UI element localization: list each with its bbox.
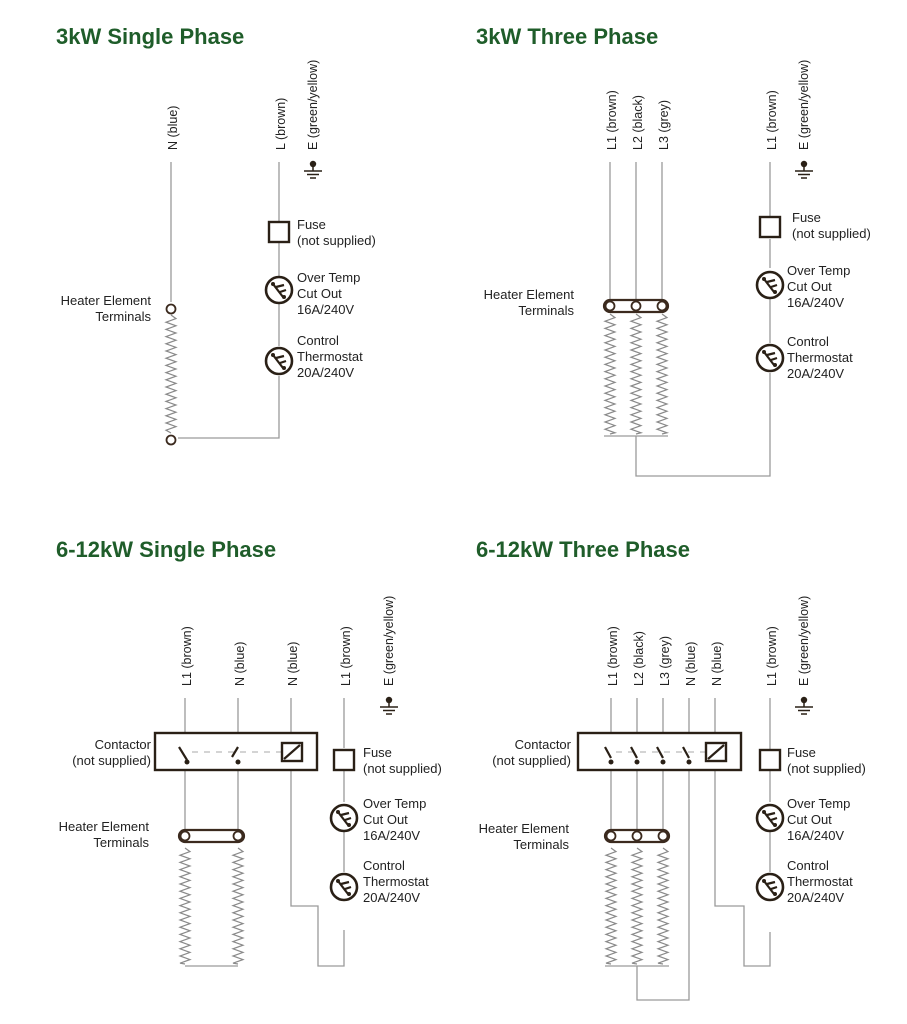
wire-label-l: L (brown) [274,97,288,150]
label-line: 16A/240V [787,828,845,843]
thermostat-label [297,333,363,380]
label-line: (not supplied) [72,753,151,768]
label-line: Over Temp [787,263,851,278]
wire-label-l3: L3 (grey) [658,635,672,686]
label-line: 20A/240V [787,890,845,905]
heater-terminals-label [59,819,150,850]
diagram-title: 6-12kW Single Phase [56,537,277,562]
heater-terminals-label [484,287,575,318]
heater-coil [606,848,616,964]
heater-terminal [632,302,641,311]
wires-to-contactor [611,698,715,733]
label-line: (not supplied) [787,761,866,776]
over-temp-cutout-icon [757,272,783,298]
heater-coil [166,315,176,433]
label-line: 20A/240V [787,366,845,381]
label-line: Over Temp [787,796,851,811]
heater-coil [233,848,243,964]
wire-label-l2: L2 (black) [631,95,645,150]
heater-terminal [167,436,176,445]
label-line: Contactor [94,737,151,752]
over-temp-cutout-icon [266,277,292,303]
wires-contactor-to-heater [611,770,663,832]
contact-dot [635,760,640,765]
heater-coil [657,314,667,434]
diagram-6-12kw-single-phase [56,537,442,966]
fuse-box [334,750,354,770]
label-line: Heater Element [60,293,151,308]
wire-label-n-coil: N (blue) [286,641,300,686]
fuse-label [787,745,866,776]
heater-coil [605,314,615,434]
heater-coil [658,848,668,964]
contact-dot [236,760,241,765]
label-line: Cut Out [363,812,408,827]
heater-terminal [658,302,667,311]
wire-label-e: E (green/yellow) [306,59,320,150]
wire-l [178,162,279,438]
diagram-title: 3kW Three Phase [476,24,659,49]
fuse-label [792,210,871,241]
label-line: Terminals [513,837,569,852]
label-line: Contactor [514,737,571,752]
wire-label-l1-supply: L1 (brown) [765,90,779,150]
heater-terminals-label [479,821,570,852]
label-line: 16A/240V [787,295,845,310]
contact-dot [661,760,666,765]
over-temp-label [297,270,360,317]
fuse-label [363,745,442,776]
wire-label-l1-supply: L1 (brown) [765,626,779,686]
heater-coil [180,848,190,964]
label-line: Heater Element [478,821,569,836]
label-line: Fuse [363,745,392,760]
heater-terminal [606,302,615,311]
wires-l1-l2-l3 [610,162,662,300]
label-line: Control [787,334,829,349]
wire-label-e: E (green/yellow) [797,59,811,150]
label-line: Cut Out [787,812,832,827]
label-line: Control [297,333,339,348]
label-line: 16A/240V [297,302,355,317]
diagram-3kw-single-phase [56,24,376,445]
label-line: Thermostat [363,874,429,889]
contactor-coil-slash [284,745,300,759]
label-line: 16A/240V [363,828,421,843]
control-thermostat-icon [331,874,357,900]
label-line: Terminals [95,309,151,324]
contactor-switch-icon [179,747,238,760]
wire-label-l1-supply: L1 (brown) [339,626,353,686]
thermostat-label [363,858,429,905]
wire-label-e: E (green/yellow) [797,595,811,686]
wire-label-n-coil: N (blue) [710,641,724,686]
label-line: 20A/240V [363,890,421,905]
fuse-box [269,222,289,242]
over-temp-cutout-icon [331,805,357,831]
label-line: (not supplied) [297,233,376,248]
wire-label-n: N (blue) [166,105,180,150]
label-line: Control [363,858,405,873]
heater-coil [632,848,642,964]
wires-to-contactor [185,698,291,733]
diagram-title: 6-12kW Three Phase [476,537,690,562]
label-line: Thermostat [297,349,363,364]
over-temp-cutout-icon [757,805,783,831]
over-temp-label [363,796,426,843]
heater-terminal [607,832,616,841]
diagram-title: 3kW Single Phase [56,24,245,49]
label-line: Cut Out [787,279,832,294]
fuse-box [760,217,780,237]
contact-dot [609,760,614,765]
wire-label-l2: L2 (black) [632,631,646,686]
label-line: Over Temp [297,270,361,285]
label-line: Thermostat [787,350,853,365]
diagram-6-12kw-three-phase [476,537,866,1000]
diagram-3kw-three-phase [476,24,871,476]
label-line: (not supplied) [363,761,442,776]
label-line: 20A/240V [297,365,355,380]
wire-n-coil-return [715,770,770,966]
label-line: Fuse [792,210,821,225]
heater-terminal [167,305,176,314]
earth-ground-icon [795,697,813,714]
heater-terminal [633,832,642,841]
heater-terminal [659,832,668,841]
earth-ground-icon [795,161,813,178]
thermostat-label [787,858,853,905]
control-thermostat-icon [757,345,783,371]
label-line: Heater Element [58,819,149,834]
earth-ground-icon [380,697,398,714]
label-line: Control [787,858,829,873]
wire-label-e: E (green/yellow) [382,595,396,686]
contact-dot [185,760,190,765]
label-line: Fuse [787,745,816,760]
heater-terminal [234,832,243,841]
label-line: (not supplied) [492,753,571,768]
label-line: Fuse [297,217,326,232]
wire-label-n: N (blue) [233,641,247,686]
over-temp-label [787,796,850,843]
label-line: Over Temp [363,796,427,811]
over-temp-label [787,263,850,310]
heater-coil [631,314,641,434]
label-line: Terminals [518,303,574,318]
fuse-label [297,217,376,248]
thermostat-label [787,334,853,381]
contactor-coil-slash [708,745,724,759]
contact-dot [687,760,692,765]
control-thermostat-icon [757,874,783,900]
fuse-box [760,750,780,770]
wire-label-n: N (blue) [684,641,698,686]
wire-label-l3: L3 (grey) [657,99,671,150]
wire-label-l1: L1 (brown) [605,90,619,150]
earth-ground-icon [304,161,322,178]
control-thermostat-icon [266,348,292,374]
label-line: (not supplied) [792,226,871,241]
wire-label-l1: L1 (brown) [180,626,194,686]
label-line: Thermostat [787,874,853,889]
label-line: Cut Out [297,286,342,301]
wire-label-l1: L1 (brown) [606,626,620,686]
wires-contactor-to-heater [185,770,238,832]
contactor-label [72,737,151,768]
wire-n-coil-return [291,770,344,966]
contactor-label [492,737,571,768]
label-line: Terminals [93,835,149,850]
label-line: Heater Element [483,287,574,302]
heater-terminal [181,832,190,841]
heater-terminals-label [61,293,152,324]
